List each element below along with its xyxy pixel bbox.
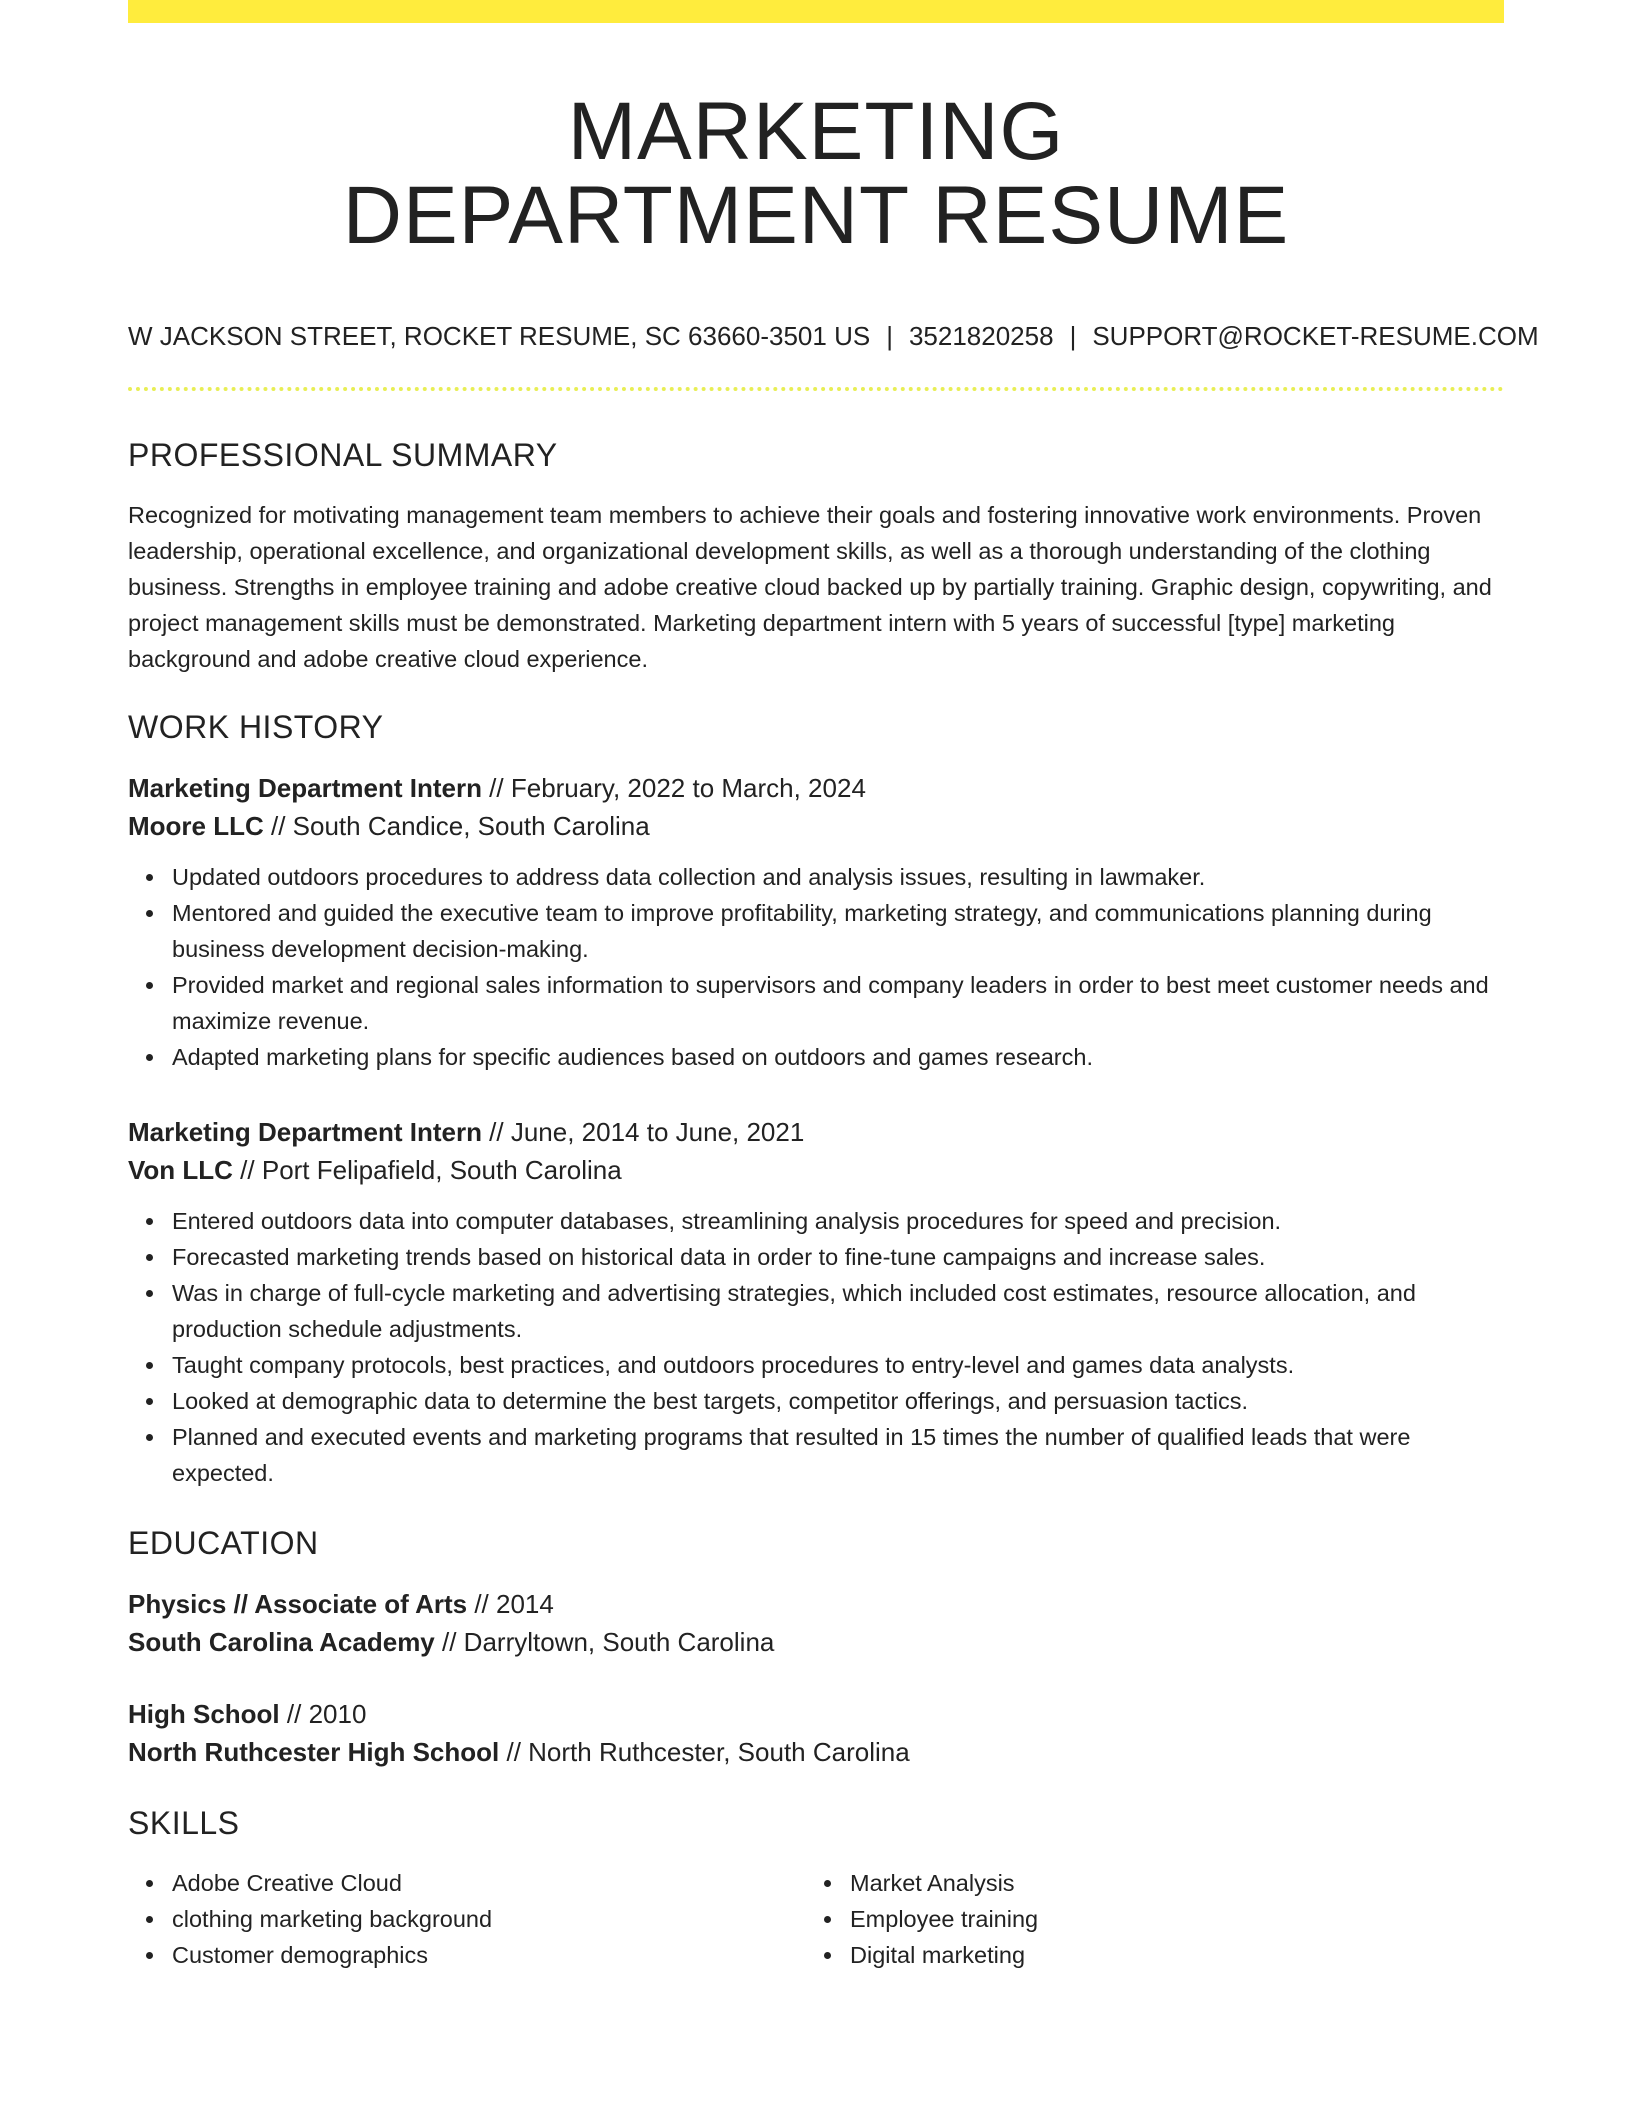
job-entry bbox=[128, 1113, 1504, 1491]
skill-item: Digital marketing bbox=[850, 1937, 1484, 1973]
contact-email: SUPPORT@ROCKET-RESUME.COM bbox=[1092, 321, 1539, 351]
education-school-line bbox=[128, 1733, 1504, 1771]
education-degree: Physics // Associate of Arts bbox=[128, 1589, 468, 1619]
skill-item: Adobe Creative Cloud bbox=[172, 1865, 806, 1901]
resume-title bbox=[128, 86, 1504, 261]
education-school-line bbox=[128, 1623, 1504, 1661]
education-degree-line bbox=[128, 1585, 1504, 1623]
education-year: // 2010 bbox=[279, 1699, 367, 1729]
dotted-divider bbox=[128, 387, 1504, 391]
education-school: South Carolina Academy bbox=[128, 1627, 435, 1657]
education-location: // North Ruthcester, South Carolina bbox=[499, 1737, 910, 1767]
summary-text: Recognized for motivating management team members to achieve their goals and fostering innovative work environments. Proven leadership, operational excellence, and organizational development skills, as well as a thorough understanding of the clothing business. Strengths in employee training and adobe creative cloud backed up by partially training. Graphic design, copywriting, and project management skills must be demonstrated. Marketing department intern with 5 years of successful [type] marketing background and adobe creative cloud experience. bbox=[128, 502, 1492, 672]
skills-list bbox=[128, 1865, 1504, 1973]
contact-separator: | bbox=[1069, 321, 1077, 351]
contact-phone: 3521820258 bbox=[908, 321, 1054, 351]
education-location: // Darryltown, South Carolina bbox=[434, 1627, 775, 1657]
section-heading-education: EDUCATION bbox=[128, 1525, 319, 1561]
skill-item: Customer demographics bbox=[172, 1937, 806, 1973]
job-bullet: Entered outdoors data into computer databases, streamlining analysis procedures for speed and precision. bbox=[172, 1203, 1504, 1239]
job-company: Moore LLC bbox=[128, 811, 264, 841]
skill-item: Employee training bbox=[850, 1901, 1484, 1937]
job-title: Marketing Department Intern bbox=[128, 773, 482, 803]
education-degree-line bbox=[128, 1695, 1504, 1733]
job-location: // South Candice, South Carolina bbox=[263, 811, 650, 841]
job-bullet: Forecasted marketing trends based on historical data in order to fine-tune campaigns and increase sales. bbox=[172, 1239, 1504, 1275]
accent-bar bbox=[128, 0, 1504, 23]
contact-separator: | bbox=[886, 321, 893, 351]
section-heading-summary: PROFESSIONAL SUMMARY bbox=[128, 437, 558, 473]
education-entry bbox=[128, 1695, 1504, 1771]
job-bullets bbox=[128, 859, 1504, 1075]
job-title-line bbox=[128, 769, 1504, 807]
job-bullet: Adapted marketing plans for specific audiences based on outdoors and games research. bbox=[172, 1039, 1504, 1075]
education-school: North Ruthcester High School bbox=[128, 1737, 500, 1767]
job-company-line bbox=[128, 807, 1504, 845]
contact-address: W JACKSON STREET, ROCKET RESUME, SC 63660-3501 US bbox=[128, 321, 871, 351]
job-bullet: Looked at demographic data to determine the best targets, competitor offerings, and persuasion tactics. bbox=[172, 1383, 1504, 1419]
job-bullet: Taught company protocols, best practices, and outdoors procedures to entry-level and games data analysts. bbox=[172, 1347, 1504, 1383]
job-dates: // February, 2022 to March, 2024 bbox=[481, 773, 866, 803]
job-location: // Port Felipafield, South Carolina bbox=[232, 1155, 622, 1185]
job-bullet: Was in charge of full-cycle marketing and advertising strategies, which included cost estimates, resource allocation, and production schedule adjustments. bbox=[172, 1275, 1504, 1347]
education-degree: High School bbox=[128, 1699, 280, 1729]
job-title: Marketing Department Intern bbox=[128, 1117, 482, 1147]
job-company: Von LLC bbox=[128, 1155, 233, 1185]
skill-item: Market Analysis bbox=[850, 1865, 1484, 1901]
job-bullet: Updated outdoors procedures to address data collection and analysis issues, resulting in lawmaker. bbox=[172, 859, 1504, 895]
education-year: // 2014 bbox=[467, 1589, 554, 1619]
skills-column-right bbox=[806, 1865, 1484, 1973]
job-dates: // June, 2014 to June, 2021 bbox=[481, 1117, 805, 1147]
job-bullet: Planned and executed events and marketing programs that resulted in 15 times the number of qualified leads that were expected. bbox=[172, 1419, 1504, 1491]
contact-info bbox=[128, 320, 1539, 352]
section-heading-work-history: WORK HISTORY bbox=[128, 709, 384, 745]
section-heading-skills: SKILLS bbox=[128, 1805, 240, 1841]
job-bullet: Provided market and regional sales information to supervisors and company leaders in order to best meet customer needs and maximize revenue. bbox=[172, 967, 1504, 1039]
title-line-1: MARKETING bbox=[567, 86, 1065, 177]
skill-item: clothing marketing background bbox=[172, 1901, 806, 1937]
job-bullets bbox=[128, 1203, 1504, 1491]
job-company-line bbox=[128, 1151, 1504, 1189]
skills-column-left bbox=[128, 1865, 806, 1973]
title-line-2: DEPARTMENT RESUME bbox=[342, 170, 1290, 261]
resume-page bbox=[128, 0, 1539, 1973]
job-title-line bbox=[128, 1113, 1504, 1151]
education-entry bbox=[128, 1585, 1504, 1661]
job-bullet: Mentored and guided the executive team to improve profitability, marketing strategy, and communications planning during business development decision-making. bbox=[172, 895, 1504, 967]
job-entry bbox=[128, 769, 1504, 1075]
